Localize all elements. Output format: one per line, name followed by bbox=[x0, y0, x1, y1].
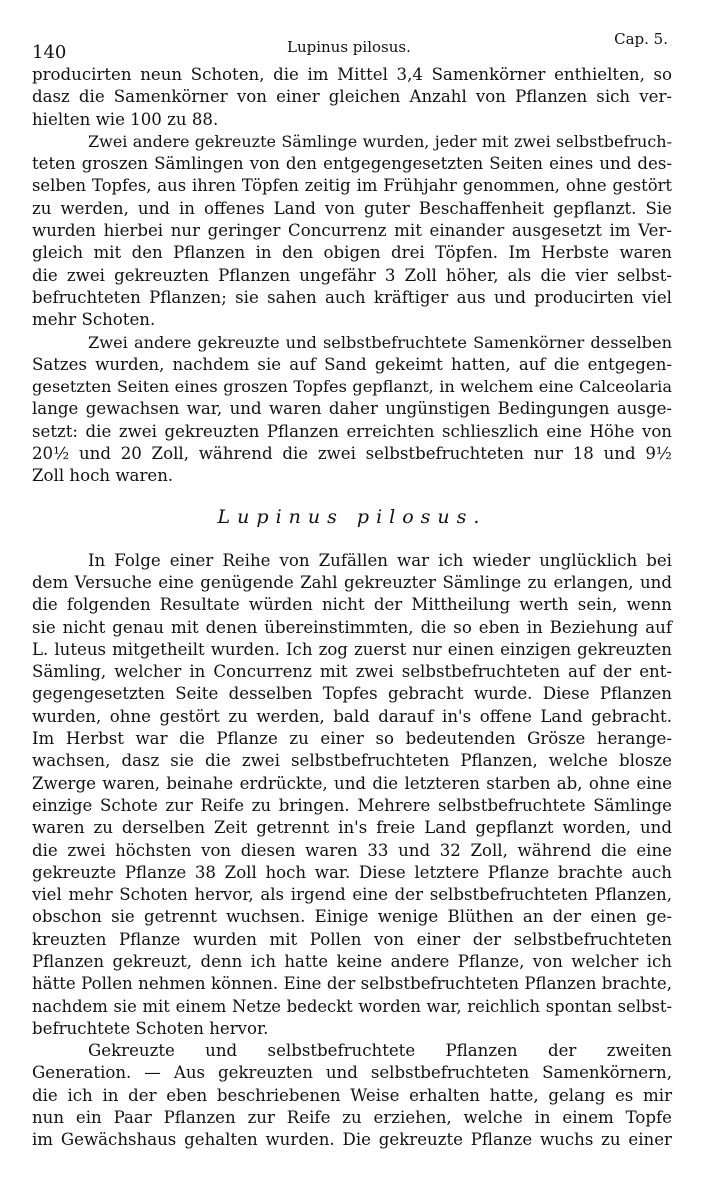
paragraph-continuation bbox=[32, 64, 672, 131]
section-heading: Lupinus pilosus. bbox=[217, 505, 487, 528]
text-line: im Gewächshaus gehalten wurden. Die gekreuzte Pflanze wuchs zu einer bbox=[32, 1130, 672, 1150]
text-line: selben Topfes, aus ihren Töpfen zeitig im Frühjahr genommen, ohne gestört bbox=[32, 176, 672, 196]
text-line: producirten neun Schoten, die im Mittel 3,4 Samenkörner enthielten, so bbox=[32, 65, 672, 84]
text-line: Satzes wurden, nachdem sie auf Sand gekeimt hatten, auf die entgegen- bbox=[32, 354, 672, 374]
book-page bbox=[32, 22, 672, 1152]
text-line: nun ein Paar Pflanzen zur Reife zu erziehen, welche in einem Topfe bbox=[32, 1108, 672, 1128]
text-line: setzt: die zwei gekreuzten Pflanzen erreichten schlieszlich eine Höhe von bbox=[32, 421, 672, 441]
text-line: Pflanzen gekreuzt, denn ich hatte keine andere Pflanze, von welcher ich bbox=[32, 951, 672, 971]
text-line: L. luteus mitgetheilt wurden. Ich zog zuerst nur einen einzigen gekreuzten bbox=[32, 639, 672, 659]
text-line: dem Versuche eine genügende Zahl gekreuzter Sämlinge zu erlangen, und bbox=[32, 572, 672, 592]
paragraph-sand-germinated bbox=[32, 332, 672, 488]
text-line: befruchteten Pflanzen; sie sahen auch kräftiger aus und producirten viel bbox=[32, 287, 672, 307]
text-line: hielten wie 100 zu 88. bbox=[32, 109, 219, 129]
page-header bbox=[32, 22, 672, 64]
text-line: gegengesetzten Seite desselben Topfes gebracht wurde. Diese Pflanzen bbox=[32, 684, 672, 704]
text-line: In Folge einer Reihe von Zufällen war ich wieder unglücklich bei bbox=[88, 550, 672, 570]
text-line: 20½ und 20 Zoll, während die zwei selbstbefruchteten nur 18 und 9½ bbox=[32, 444, 672, 464]
text-line: kreuzten Pflanze wurden mit Pollen von einer der selbstbefruchteten bbox=[32, 929, 672, 949]
text-line: obschon sie getrennt wuchsen. Einige wenige Blüthen an der einen ge- bbox=[32, 907, 672, 927]
text-line: zu werden, und in offenes Land von guter Beschaffenheit gepflanzt. Sie bbox=[32, 198, 672, 218]
text-line: die zwei gekreuzten Pflanzen ungefähr 3 Zoll höher, als die vier selbst- bbox=[32, 265, 672, 285]
text-line: Generation. — Aus gekreuzten und selbstbefruchteten Samenkörnern, bbox=[32, 1063, 672, 1083]
text-line: die ich in der eben beschriebenen Weise erhalten hatte, gelang es mir bbox=[32, 1085, 672, 1105]
text-line: befruchtete Schoten hervor. bbox=[32, 1018, 269, 1038]
text-line: gekreuzte Pflanze 38 Zoll hoch war. Diese letztere Pflanze brachte auch bbox=[32, 862, 672, 882]
subsection-heading-line: Gekreuzte und selbstbefruchtete Pflanzen der zweiten bbox=[88, 1041, 672, 1061]
text-line: Zwei andere gekreuzte Sämlinge wurden, jeder mit zwei selbstbefruch- bbox=[88, 131, 672, 151]
text-line: hätte Pollen nehmen können. Eine der selbstbefruchteten Pflanzen brachte, bbox=[32, 974, 672, 994]
text-line: die folgenden Resultate würden nicht der Mittheilung werth sein, wenn bbox=[32, 595, 672, 615]
text-line: lange gewachsen war, und waren daher ungünstigen Bedingungen ausge- bbox=[32, 399, 672, 419]
text-line: gleich mit den Pflanzen in den obigen drei Töpfen. Im Herbste waren bbox=[32, 243, 672, 263]
text-line: Im Herbst war die Pflanze zu einer so bedeutenden Grösze herange- bbox=[32, 729, 672, 749]
text-line: dasz die Samenkörner von einer gleichen Anzahl von Pflanzen sich ver- bbox=[32, 87, 672, 107]
text-line: Zwei andere gekreuzte und selbstbefruchtete Samenkörner desselben bbox=[88, 332, 672, 352]
text-line: viel mehr Schoten hervor, als irgend eine der selbstbefruchteten Pflanzen, bbox=[32, 885, 672, 905]
text-line: sie nicht genau mit denen übereinstimmten, die so eben in Beziehung auf bbox=[32, 617, 672, 637]
text-line: waren zu derselben Zeit getrennt in's freie Land gepflanzt worden, und bbox=[32, 818, 672, 838]
text-line: nachdem sie mit einem Netze bedeckt worden war, reichlich spontan selbst- bbox=[32, 996, 672, 1016]
text-line: mehr Schoten. bbox=[32, 310, 156, 330]
paragraph-second-generation bbox=[32, 1040, 672, 1151]
chapter-label: Cap. 5. bbox=[614, 30, 668, 48]
text-line: Zwerge waren, beinahe erdrückte, und die letzteren starben ab, ohne eine bbox=[32, 773, 672, 793]
text-line: Sämling, welcher in Concurrenz mit zwei selbstbefruchteten auf der ent- bbox=[32, 662, 672, 682]
text-line: Zoll hoch waren. bbox=[32, 466, 174, 486]
text-line: wurden, ohne gestört zu werden, bald darauf in's offene Land gebracht. bbox=[32, 706, 672, 726]
page-number: 140 bbox=[32, 42, 67, 63]
text-line: wurden hierbei nur geringer Concurrenz mit einander ausgesetzt im Ver- bbox=[32, 221, 672, 241]
text-line: die zwei höchsten von diesen waren 33 und 32 Zoll, während die eine bbox=[32, 840, 672, 860]
text-line: teten groszen Sämlingen von den entgegengesetzten Seiten eines und des- bbox=[32, 154, 672, 174]
paragraph-lupinus-pilosus bbox=[32, 550, 672, 1041]
text-line: wachsen, dasz sie die zwei selbstbefruchteten Pflanzen, welche blosze bbox=[32, 751, 672, 771]
running-title: Lupinus pilosus. bbox=[287, 38, 411, 56]
text-line: einzige Schote zur Reife zu bringen. Mehrere selbstbefruchtete Sämlinge bbox=[32, 795, 672, 815]
text-line: gesetzten Seiten eines groszen Topfes gepflanzt, in welchem eine Calceolaria bbox=[32, 377, 672, 397]
paragraph-two-plants bbox=[32, 131, 672, 332]
